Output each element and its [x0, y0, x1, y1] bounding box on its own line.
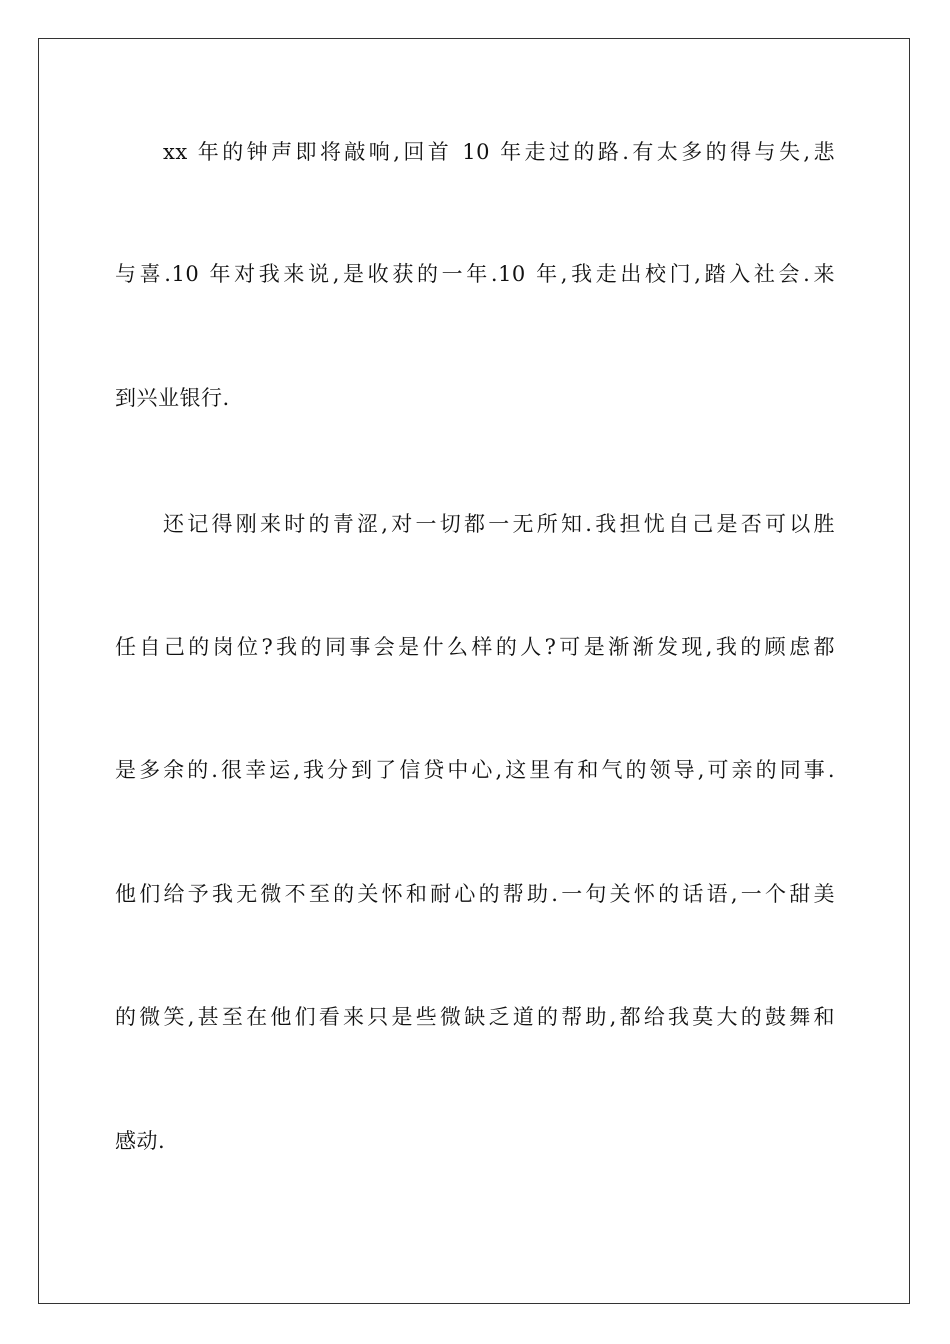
paragraph-line: 是多余的.很幸运,我分到了信贷中心,这里有和气的领导,可亲的同事. [115, 758, 835, 782]
paragraph-line: 感动. [115, 1129, 166, 1153]
paragraph-line: 任自己的岗位?我的同事会是什么样的人?可是渐渐发现,我的顾虑都 [115, 635, 835, 659]
paragraph-line: 还记得刚来时的青涩,对一切都一无所知.我担忧自己是否可以胜 [163, 512, 835, 536]
paragraph-line: 到兴业银行. [115, 386, 230, 410]
paragraph-line: 他们给予我无微不至的关怀和耐心的帮助.一句关怀的话语,一个甜美 [115, 882, 835, 906]
page-border [38, 38, 910, 1304]
paragraph-line: 的微笑,甚至在他们看来只是些微缺乏道的帮助,都给我莫大的鼓舞和 [115, 1005, 835, 1029]
paragraph-line: xx 年的钟声即将敲响,回首 10 年走过的路.有太多的得与失,悲 [163, 140, 835, 164]
paragraph-line: 与喜.10 年对我来说,是收获的一年.10 年,我走出校门,踏入社会.来 [115, 262, 835, 286]
